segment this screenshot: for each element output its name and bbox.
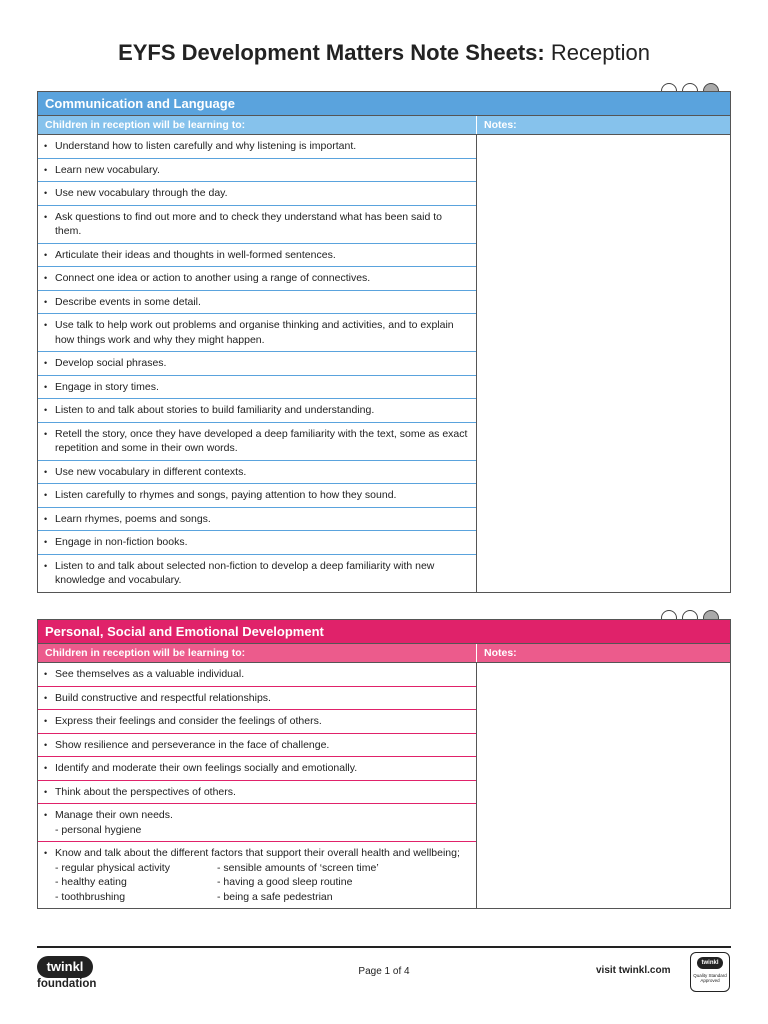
list-item: [38, 352, 476, 376]
list-item: [38, 135, 476, 159]
bullet-icon: •: [44, 211, 48, 222]
section-heading: Communication and Language: [38, 92, 730, 116]
list-item: [38, 291, 476, 315]
health-factor: - sensible amounts of ‘screen time’: [217, 861, 379, 874]
section-heading: Personal, Social and Emotional Development: [38, 620, 730, 644]
bullet-icon: •: [44, 716, 48, 726]
health-factor: - healthy eating: [55, 876, 127, 888]
list-item-health: [38, 842, 476, 908]
list-item: [38, 531, 476, 555]
bullet-icon: •: [44, 466, 48, 477]
list-item: [38, 461, 476, 485]
list-item: [38, 159, 476, 183]
health-factor: - being a safe pedestrian: [217, 890, 333, 903]
needs-line: Manage their own needs.: [55, 809, 173, 821]
list-item-text: Describe events in some detail.: [55, 295, 201, 308]
list-item: [38, 244, 476, 268]
section-personal-social-emotional: [37, 619, 731, 909]
footer-divider: [37, 946, 731, 948]
list-item: [38, 781, 476, 805]
notes-area[interactable]: [477, 663, 730, 908]
list-item-text: Understand how to listen carefully and why listening is important.: [55, 140, 357, 152]
list-item-text: Build constructive and respectful relationships.: [55, 691, 271, 704]
list-item-text: Engage in story times.: [55, 380, 159, 393]
list-item-text: Connect one idea or action to another using a range of connectives.: [55, 272, 371, 284]
health-factor: - regular physical activity: [55, 861, 170, 874]
list-item-text: Express their feelings and consider the feelings of others.: [55, 715, 322, 727]
list-item-text: See themselves as a valuable individual.: [55, 668, 245, 680]
list-item-text: Identify and moderate their own feelings socially and emotionally.: [55, 762, 358, 774]
bullet-icon: •: [44, 763, 48, 773]
page-title: [0, 40, 768, 66]
bullet-icon: •: [44, 296, 48, 307]
list-item-text: Use new vocabulary through the day.: [55, 187, 228, 199]
list-item: [38, 508, 476, 532]
list-item-text: Retell the story, once they have developed a deep familiarity with the text, some as exact repetition and some in their own words.: [55, 427, 468, 454]
column-header-notes: Notes:: [484, 119, 517, 131]
quality-badge: [690, 952, 730, 992]
list-item-text: Develop social phrases.: [55, 357, 167, 369]
learning-list: [38, 663, 477, 908]
bullet-icon: •: [44, 513, 48, 524]
logo-subtitle: foundation: [37, 978, 97, 990]
list-item: [38, 757, 476, 781]
column-header-notes: Notes:: [484, 647, 517, 659]
badge-wordmark: twinkl: [697, 957, 723, 969]
list-item-text: Listen to and talk about selected non-fiction to develop a deep familiarity with new knowledge and vocabulary.: [55, 559, 435, 586]
bullet-icon: •: [44, 249, 48, 260]
bullet-icon: •: [44, 164, 48, 175]
list-item: [38, 267, 476, 291]
notes-area[interactable]: [477, 135, 730, 592]
section-communication-language: [37, 91, 731, 593]
needs-subline: - personal hygiene: [55, 823, 142, 836]
page-number: Page 1 of 4: [358, 966, 410, 977]
column-headers: [38, 116, 730, 135]
visit-link[interactable]: visit twinkl.com: [596, 965, 671, 976]
page-title-light: Reception: [550, 40, 650, 65]
bullet-icon: •: [44, 273, 48, 283]
list-item-needs: [38, 804, 476, 842]
page-title-bold: EYFS Development Matters Note Sheets:: [118, 40, 545, 65]
list-item-text: Think about the perspectives of others.: [55, 785, 236, 798]
learning-list: [38, 135, 477, 592]
list-item-text: Learn new vocabulary.: [55, 163, 160, 176]
bullet-icon: •: [44, 537, 48, 547]
list-item-text: Articulate their ideas and thoughts in well-formed sentences.: [55, 248, 336, 261]
bullet-icon: •: [44, 669, 48, 679]
bullet-icon: •: [44, 490, 48, 500]
list-item: [38, 710, 476, 734]
list-item: [38, 376, 476, 400]
bullet-icon: •: [44, 141, 48, 151]
bullet-icon: •: [44, 560, 48, 571]
bullet-icon: •: [44, 692, 48, 703]
bullet-icon: •: [44, 320, 48, 330]
bullet-icon: •: [44, 739, 48, 750]
column-header-learning: Children in reception will be learning to:: [38, 644, 477, 662]
list-item-text: Learn rhymes, poems and songs.: [55, 512, 211, 525]
bullet-icon: •: [44, 848, 48, 858]
list-item-text: Listen to and talk about stories to build familiarity and understanding.: [55, 404, 375, 416]
list-item: [38, 423, 476, 461]
list-item-text: Ask questions to find out more and to check they understand what has been said to them.: [55, 210, 442, 237]
column-header-learning: Children in reception will be learning to:: [38, 116, 477, 134]
list-item-text: Listen carefully to rhymes and songs, paying attention to how they sound.: [55, 489, 397, 501]
bullet-icon: •: [44, 405, 48, 415]
bullet-icon: •: [44, 786, 48, 797]
health-intro: Know and talk about the different factors that support their overall health and wellbeing;: [55, 847, 460, 859]
column-headers: [38, 644, 730, 663]
list-item: [38, 314, 476, 352]
list-item-text: Use new vocabulary in different contexts.: [55, 465, 247, 478]
bullet-icon: •: [44, 428, 48, 439]
bullet-icon: •: [44, 358, 48, 368]
list-item: [38, 182, 476, 206]
list-item-text: Use talk to help work out problems and organise thinking and activities, and to explain how things work and why they might happen.: [55, 319, 454, 346]
health-factor: - having a good sleep routine: [217, 876, 353, 888]
bullet-icon: •: [44, 810, 48, 820]
list-item: [38, 555, 476, 592]
list-item-text: Engage in non-fiction books.: [55, 536, 188, 548]
list-item: [38, 734, 476, 758]
badge-label: Quality Standard Approved: [693, 973, 727, 983]
logo-wordmark: twinkl: [37, 956, 93, 978]
list-item: [38, 484, 476, 508]
health-factor: - toothbrushing: [55, 890, 126, 903]
bullet-icon: •: [44, 188, 48, 198]
bullet-icon: •: [44, 381, 48, 392]
list-item: [38, 663, 476, 687]
list-item-text: Show resilience and perseverance in the face of challenge.: [55, 738, 330, 751]
list-item: [38, 399, 476, 423]
list-item: [38, 687, 476, 711]
list-item: [38, 206, 476, 244]
